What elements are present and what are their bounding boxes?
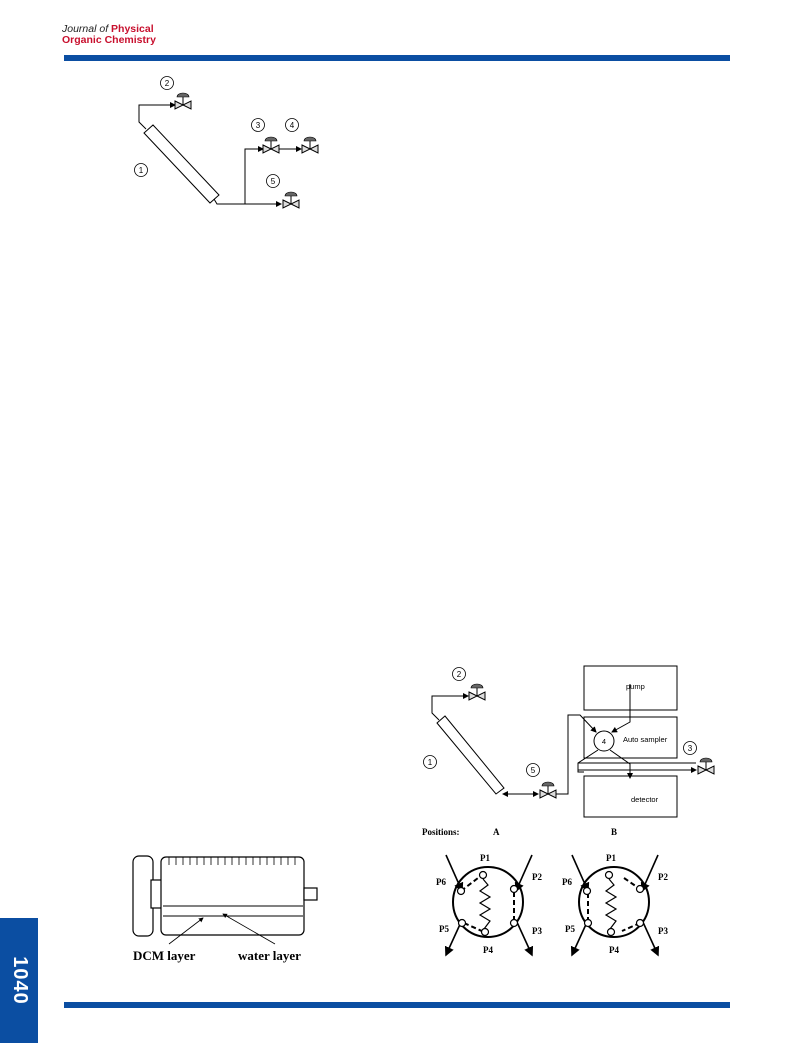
setup-diagram-hplc — [418, 660, 718, 820]
svg-text:P3: P3 — [658, 926, 668, 936]
label-4 — [286, 119, 299, 132]
journal-highlight: Physical — [111, 23, 154, 35]
setup-diagram-small — [125, 72, 325, 222]
label-1 — [135, 164, 148, 177]
reactor-diagram — [125, 852, 325, 964]
svg-text:3: 3 — [255, 121, 261, 130]
footer-rule — [64, 1002, 730, 1008]
valve-position-a — [436, 853, 542, 955]
journal-logo — [62, 24, 156, 46]
svg-text:4: 4 — [601, 737, 607, 746]
svg-text:1: 1 — [138, 166, 144, 175]
vessel-body — [161, 857, 304, 935]
header-rule — [64, 55, 730, 61]
label-5 — [527, 764, 540, 777]
svg-text:4: 4 — [289, 121, 295, 130]
autosampler-label: Auto sampler — [623, 735, 668, 744]
svg-text:P5: P5 — [565, 924, 575, 934]
svg-text:P6: P6 — [436, 877, 446, 887]
valve-position-b — [562, 853, 668, 955]
position-b-label: B — [611, 827, 618, 837]
svg-text:P6: P6 — [562, 877, 572, 887]
svg-text:5: 5 — [530, 766, 536, 775]
svg-text:P2: P2 — [658, 872, 668, 882]
column-1 — [437, 716, 504, 794]
detector-label: detector — [631, 795, 659, 804]
svg-text:P4: P4 — [609, 945, 619, 955]
svg-text:1: 1 — [427, 758, 433, 767]
svg-text:5: 5 — [270, 177, 276, 186]
svg-text:P1: P1 — [606, 853, 616, 863]
journal-prefix: Journal of — [62, 23, 109, 35]
page-number-tab — [0, 918, 38, 1043]
svg-text:P1: P1 — [480, 853, 490, 863]
svg-text:3: 3 — [687, 744, 693, 753]
label-2 — [453, 668, 466, 681]
label-1 — [424, 756, 437, 769]
dcm-layer-label: DCM layer — [133, 948, 196, 963]
water-layer-label: water layer — [238, 948, 301, 963]
position-a-label: A — [493, 827, 500, 837]
page-number: 1040 — [8, 956, 31, 1005]
pump-label: pump — [626, 682, 645, 691]
svg-text:P4: P4 — [483, 945, 493, 955]
label-3 — [684, 742, 697, 755]
positions-title: Positions: — [422, 827, 460, 837]
label-2 — [161, 77, 174, 90]
column-1 — [144, 125, 219, 203]
label-5 — [267, 175, 280, 188]
svg-text:P3: P3 — [532, 926, 542, 936]
svg-text:P5: P5 — [439, 924, 449, 934]
svg-text:P2: P2 — [532, 872, 542, 882]
label-3 — [252, 119, 265, 132]
journal-subtitle: Organic Chemistry — [62, 34, 156, 46]
valve-positions-diagram — [418, 825, 698, 965]
svg-text:2: 2 — [164, 79, 170, 88]
svg-text:2: 2 — [456, 670, 462, 679]
